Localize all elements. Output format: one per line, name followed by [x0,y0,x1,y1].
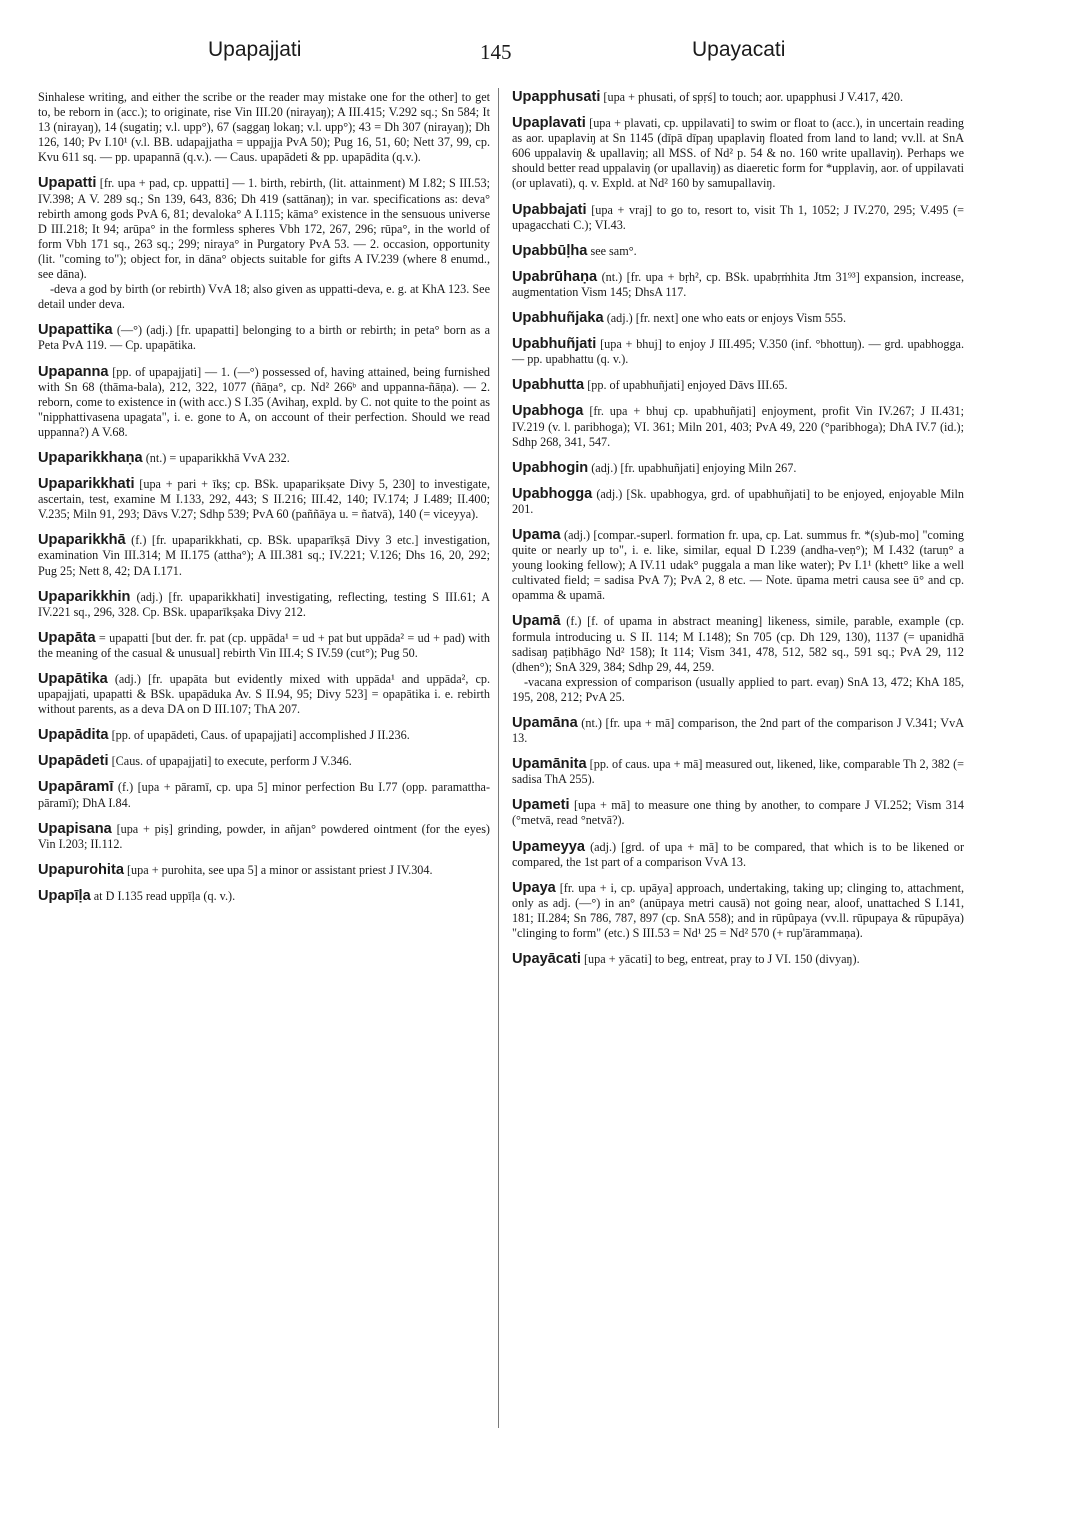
dictionary-entry [38,90,490,165]
entry-definition: (—°) (adj.) [fr. upapatti] belonging to a birth or rebirth; in peta° born as a Peta PvA 119. — Cp. upapātika. [38,323,491,353]
entry-definition: [upa + yācati] to beg, entreat, pray to J VI. 150 (divyaŋ). [584,952,860,967]
entry-headword: Upapisana [38,820,112,837]
entry-definition: (adj.) [fr. upabhuñjati] enjoying Miln 267. [591,460,797,475]
entry-headword: Upapanna [38,363,109,380]
dictionary-entry [38,176,490,312]
entry-headword: Upaya [512,879,556,896]
header-right-guideword: Upayacati [692,38,786,61]
entry-headword: Upabbūḷha [512,242,588,259]
dictionary-entry [512,378,964,393]
entry-definition: (adj.) [fr. upaparikkhati] investigating, reflecting, testing S III.61; A IV.221 sq., 296, 328. Cp. BSk. upaparīkṣaka Divy 212. [38,589,490,619]
column-divider [498,88,499,1428]
entry-definition: [upa + piṣ] grinding, powder, in añjan° powdered ointment (for the eyes) Vin I.203; II.112. [38,821,490,851]
entry-definition: [upa + bhuj] to enjoy J III.495; V.350 (inf. °bhottuŋ). — grd. upabhogga. — pp. upabhattu (q. v.). [512,337,964,367]
right-column [512,90,964,978]
dictionary-entry [512,952,964,967]
dictionary-entry [38,533,490,578]
entry-headword: Upamānita [512,756,587,773]
dictionary-entry [512,90,964,105]
entry-headword: Upapātika [38,671,108,687]
entry-definition: [fr. upa + pad, cp. uppatti] — 1. birth, rebirth, (lit. attainment) M I.82; S III.53; IV.398; A V. 289 sq.; Sn 139, 643, 836; Dh 419 (sattānaŋ); in var. specifications as: deva° rebirth among gods PvA 6, 81; devaloka° A I.115; kāma° existence in the sensuous universe D III.218; It 94; arūpa° in the formless spheres Vbh 172, 267, 296; rūpa°, in the world of form Vbh 171 sq., 263 sq.; 299; niraya° in Purgatory PvA 53. — 2. occasion, opportunity (lit. "coming to"); object for, in dāna° objects suitable for gifts A IV.239 (where 8 enumd., see dāna). [38,176,490,282]
entry-headword: Upapurohita [38,861,124,878]
dictionary-entry [38,728,490,743]
entry-definition: [upa + phusati, of spṛś] to touch; aor. upapphusi J V.417, 420. [603,90,904,104]
entry-definition: (adj.) [fr. upapāta but evidently mixed with uppāda¹ and uppāda², cp. upapajjati, upapatti & BSk. upapāduka Av. S II.94, 95; Divy 523] = opapātika i. e. rebirth without parents, as a deva DA on D III.107; ThA 207. [38,672,490,717]
dictionary-entry [512,840,964,870]
dictionary-entry [512,116,964,191]
dictionary-entry [512,757,964,787]
entry-definition: [pp. of upapādeti, Caus. of upapajjati] accomplished J II.236. [111,728,410,743]
entry-headword: Upapādeti [38,753,109,770]
entry-headword: Upabrūhaṇa [512,268,598,285]
dictionary-entry [38,754,490,769]
entry-definition: (f.) [fr. upaparikkhati, cp. BSk. upaparīkṣā Divy 3 etc.] investigation, examination Vin III.314; M II.175 (attha°); A III.381 sq.; IV.221; V.126; Dhs 16, 20, 292; Pug 25; Nett 8, 42; DA I.171. [38,533,490,578]
dictionary-entry [512,614,964,705]
header-left-guideword: Upapajjati [208,38,302,61]
entry-definition: [fr. upa + i, cp. upāya] approach, undertaking, taking up; clinging to, attachment, only as adj. (—°) in an° (anūpaya metri causā) not going near, aloof, unattached S I.141, 181; II.284; Sn 786, 787, 897 (cp. SnA 558); and in rūpûpaya (vv.ll. rūpupaya & rūpupāya) "clinging to form" (etc.) S III.53 = Nd¹ 25 = Nd² 570 (+ rup'ārammaṇa). [512,880,964,941]
entry-definition: (nt.) [fr. upa + mā] comparison, the 2nd part of the comparison J V.341; VvA 13. [512,716,965,746]
entry-definition: (adj.) [Sk. upabhogya, grd. of upabhuñjati] to be enjoyed, enjoyable Miln 201. [512,486,964,516]
entry-definition: [upa + purohita, see upa 5] a minor or assistant priest J IV.304. [127,862,433,877]
entry-definition: [upa + mā] to measure one thing by another, to compare J VI.252; Vism 314 (°metvā, read °netvā?). [512,798,965,828]
dictionary-entry [38,822,490,852]
dictionary-entry [38,451,490,466]
entry-headword: Upabhuñjati [512,336,597,353]
entry-definition: (f.) [upa + pāramī, cp. upa 5] minor perfection Bu I.77 (opp. paramattha-pāramī); DhA I.84. [38,780,491,810]
entry-headword: Upaparikkhin [38,588,131,605]
entry-headword: Upabhoga [512,403,584,420]
entry-headword: Upamā [512,613,561,630]
entry-headword: Upaparikkhā [38,532,126,549]
page-number: 145 [480,40,512,64]
entry-definition: (adj.) [grd. of upa + mā] to be compared, that which is to be likened or compared, the 1st part of a comparison VvA 13. [512,839,964,869]
dictionary-entry [512,881,964,941]
left-column [38,90,490,915]
entry-headword: Upayācati [512,951,581,968]
dictionary-entry [512,244,964,259]
dictionary-entry [38,780,490,810]
entry-definition: at D I.135 read uppīḷa (q. v.). [93,888,236,903]
entry-definition: [fr. upa + bhuj cp. upabhuñjati] enjoyment, profit Vin IV.267; J II.431; IV.219 (v. l. paribhoga); VI. 361; Miln 201, 403; PvA 49, 220 (°paribhoga); DhA IV.7 (id.); Sdhp 268, 341, 547. [512,404,965,449]
entry-headword: Upaparikkhaṇa [38,449,143,466]
page-header [30,38,1043,68]
entry-definition: [pp. of caus. upa + mā] measured out, likened, like, comparable Th 2, 382 (= sadisa ThA 255). [512,757,965,787]
entry-headword: Upaplavati [512,115,586,132]
dictionary-entry [512,337,964,367]
entry-headword: Upapphusati [512,89,601,105]
entry-headword: Upamāna [512,715,578,731]
entry-headword: Upapādita [38,727,109,744]
entry-headword: Upabhogin [512,459,589,476]
entry-headword: Upapattika [38,322,113,339]
dictionary-entry [38,889,490,904]
entry-headword: Upameti [512,797,570,814]
dictionary-entry [38,631,490,661]
dictionary-entry [512,311,964,326]
entry-headword: Upapāta [38,629,96,646]
entry-definition: [upa + pari + īkṣ; cp. BSk. upaparikṣate Divy 5, 230] to investigate, ascertain, test, examine M I.133, 292, 443; S II.216; III.42, 140; IV.174; J I.489; II.400; V.235; Miln 91, 293; Dāvs V.27; Sdhp 539; PvA 60 (paññāya u. = ñatvā), 140 (= viceyya). [38,477,490,522]
entry-definition: [Caus. of upapajjati] to execute, perform J V.346. [111,754,352,769]
entry-definition: (nt.) = upaparikkhā VvA 232. [145,450,290,465]
dictionary-entry [512,461,964,476]
entry-headword: Upapīḷa [38,887,91,904]
dictionary-entry [512,528,964,603]
dictionary-entry [512,487,964,517]
entry-definition: [pp. of upabhuñjati] enjoyed Dāvs III.65. [587,378,788,393]
entry-definition: (nt.) [fr. upa + bṛh², cp. BSk. upabṛṁhita Jtm 31⁹³] expansion, increase, augmentation Vism 145; DhsA 117. [512,269,965,299]
dictionary-entry [38,672,490,717]
dictionary-entry [38,590,490,620]
dictionary-entry [38,477,490,522]
entry-compound: -vacana expression of comparison (usually applied to part. evaŋ) SnA 13, 472; KhA 185, 195, 208, 212; PvA 25. [512,674,964,704]
entry-definition: [pp. of upapajjati] — 1. (—°) possessed of, having attained, being furnished with Sn 68 (thāma-bala), 212, 322, 1077 (ñāṇa°, cp. Nd² 266ᵇ and uppanna-ñāṇa). — 2. reborn, come to existence in (with acc.) S I.35 (Avihaŋ, expld. by C. not quite to the point as "nipphattivasena upagata", i. e. gone to A, on account of their perfection. Should we read uppanna?) A V.68. [38,364,491,439]
entry-headword: Upabhogga [512,485,593,502]
entry-headword: Upabhutta [512,377,585,394]
entry-headword: Upaparikkhati [38,476,135,493]
entry-headword: Upameyya [512,838,586,855]
dictionary-entry [38,365,490,440]
entry-headword: Upabbajati [512,201,587,218]
dictionary-entry [38,863,490,878]
dictionary-entry [512,404,964,449]
dictionary-entry [512,270,964,300]
entry-definition: [upa + plavati, cp. uppilavati] to swim or float to (acc.), in uncertain reading as aor. upaplaviŋ at Sn 1145 (dīpā dīpaŋ upaplaviŋ floated from land to land; vv.ll. at SnA 606 uppalaviŋ & upallaviŋ; all MSS. of Nd² p. 54 & no. 160 write upallaviŋ). Perhaps we should better read uppalaviŋ (or upallaviŋ) as diaeretic form for *upplaviŋ, aor. of uppilavati (or uplavati), q. v. Expld. at Nd² 160 by samupallaviŋ. [512,116,965,191]
entry-definition: (f.) [f. of upama in abstract meaning] likeness, simile, parable, example (cp. formula introducing u. S II. 114; M I.148); Sn 705 (cp. Dh 129, 130), 1137 (= upanidhā sadisaŋ paṭibhāgo Nd² 158); It 114; Vism 341, 478, 512, 582 sq., 591 sq.; PvA 29, 112 (dhen°); SnA 329, 384; Sdhp 29, 44, 259. [512,614,965,674]
entry-headword: Upama [512,526,561,543]
entry-definition: (adj.) [fr. next] one who eats or enjoys Vism 555. [606,311,847,326]
entry-headword: Upabhuñjaka [512,310,604,327]
dictionary-entry [38,323,490,353]
dictionary-entry [512,798,964,828]
entry-definition: [upa + vraj] to go to, resort to, visit Th 1, 1052; J IV.270, 295; V.495 (= upagacchati C.); VI.43. [512,202,965,232]
entry-definition: see sam°. [590,243,637,258]
entry-headword: Upapatti [38,175,97,192]
dictionary-entry [512,716,964,746]
entry-headword: Upapāramī [38,779,114,796]
entry-definition: Sinhalese writing, and either the scribe or the reader may mistake one for the other] to get to, be reborn in (acc.); to originate, rise Vin III.20 (nirayaŋ); A III.415; V.292 sq.; Sn 584; It 13 (nirayaŋ), 14 (sugatiŋ; v.l. upp°), 67 (saggaŋ lokaŋ; v.l. upp°); 43 = Dh 307 (nirayaŋ); Dh 126, 140; Pv I.10¹ (v.l. BB. udapajjatha = uppajja PvA 50); Pug 16, 51, 60; Nett 37, 99, cp. Kvu 611 sq. — pp. upapannā (q.v.). — Caus. upapādeti & pp. upapādita (q.v.). [38,90,490,165]
entry-compound: -deva a god by birth (or rebirth) VvA 18; also given as uppatti-deva, e. g. at KhA 123. See detail under deva. [38,282,490,312]
dictionary-entry [512,203,964,233]
entry-definition: (adj.) [compar.-superl. formation fr. upa, cp. Lat. summus fr. *(s)ub-mo] "coming quite or nearly up to", i. e. like, similar, equal D I.239 (andha-veṇ°); M I.432 (taruṇ° a young looking fellow); A IV.11 udak° puggala a man like water); Pv I.1¹ (khett° like a well cultivated field; = sadisa PvA 7); PvA 2, 8 etc. — Note. ūpama metri causa see ū° and cp. opamma & upamā. [512,527,964,603]
entry-definition: = upapatti [but der. fr. pat (cp. uppāda¹ = ud + pat but uppāda² = ud + pad) with the meaning of the casual & unusual] rebirth Vin III.4; S IV.59 (cut°); Pug 50. [38,630,490,660]
